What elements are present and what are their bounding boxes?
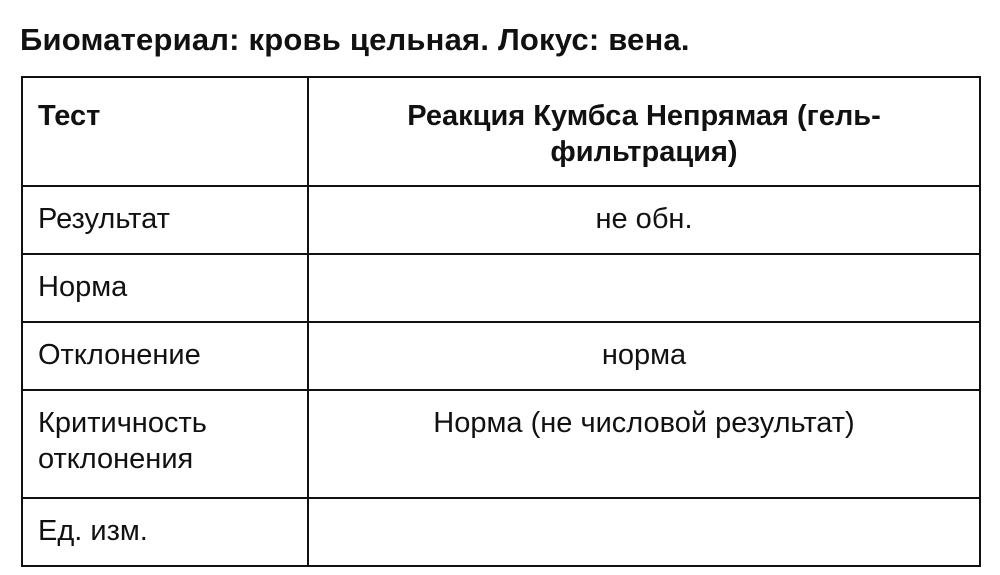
results-table xyxy=(21,76,981,567)
table-row xyxy=(22,322,980,390)
row-label-criticality: Критичность отклонения xyxy=(22,390,308,498)
row-value-deviation: норма xyxy=(308,322,980,390)
row-value-criticality: Норма (не числовой результат) xyxy=(308,390,980,498)
table-header-row xyxy=(22,77,980,186)
table-row xyxy=(22,498,980,566)
page-title: Биоматериал: кровь цельная. Локус: вена. xyxy=(20,22,690,57)
row-label-result: Результат xyxy=(22,186,308,254)
row-label-norm: Норма xyxy=(22,254,308,322)
row-value-result: не обн. xyxy=(308,186,980,254)
header-value-cell: Реакция Кумбса Непрямая (гель-фильтрация) xyxy=(308,77,980,186)
row-value-norm xyxy=(308,254,980,322)
table-row xyxy=(22,186,980,254)
table-row xyxy=(22,390,980,498)
table-row xyxy=(22,254,980,322)
row-value-units xyxy=(308,498,980,566)
row-label-deviation: Отклонение xyxy=(22,322,308,390)
row-label-units: Ед. изм. xyxy=(22,498,308,566)
header-label-cell: Тест xyxy=(22,77,308,186)
